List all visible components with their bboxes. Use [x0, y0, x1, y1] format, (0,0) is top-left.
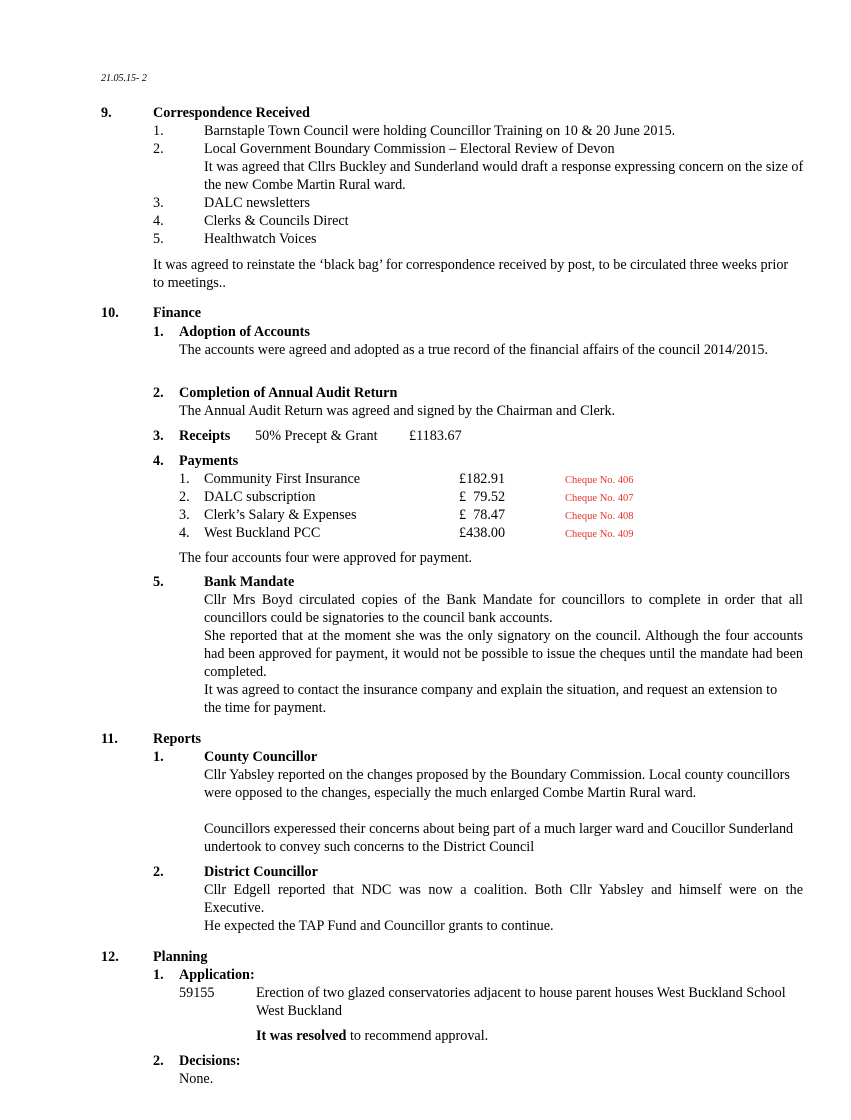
subsection-number: 1.: [153, 324, 164, 340]
subsection-title: County Councillor: [204, 749, 318, 765]
payment-payee: Community First Insurance: [204, 471, 361, 487]
list-number: 2.: [153, 141, 164, 157]
section-number: 11.: [101, 731, 118, 747]
subsection-text: It was agreed to contact the insurance company and explain the situation, and request an extension to the time for payment.: [204, 682, 778, 716]
list-number: 4.: [153, 213, 164, 229]
subsection-title: Bank Mandate: [204, 574, 295, 590]
subsection-number: 3.: [153, 428, 164, 444]
resolution-text: to recommend approval.: [346, 1028, 489, 1044]
subsection-title: Adoption of Accounts: [179, 324, 310, 340]
list-number: 5.: [153, 231, 164, 247]
list-number: 1.: [153, 123, 164, 139]
payment-cheque: Cheque No. 409: [565, 529, 634, 540]
payment-number: 3.: [179, 507, 190, 523]
list-number: 3.: [153, 195, 164, 211]
section-title: Finance: [153, 305, 202, 321]
section-title: Reports: [153, 731, 202, 747]
section-number: 9.: [101, 105, 112, 121]
subsection-number: 2.: [153, 1053, 164, 1069]
payment-payee: DALC subscription: [204, 489, 316, 505]
subsection-title: Completion of Annual Audit Return: [179, 385, 398, 401]
list-item-note: It was agreed that Cllrs Buckley and Sunderland would draft a response expressing concern on the size of the new Combe Martin Rural ward.: [204, 159, 804, 193]
subsection-title: Payments: [179, 453, 239, 469]
payment-number: 4.: [179, 525, 190, 541]
application-description: Erection of two glazed conservatories adjacent to house parent houses West Buckland School West Buckland: [256, 985, 786, 1019]
list-item: Local Government Boundary Commission – Electoral Review of Devon: [204, 141, 615, 157]
subsection-title: Decisions:: [179, 1053, 241, 1069]
payment-cheque: Cheque No. 406: [565, 475, 634, 486]
list-item: Healthwatch Voices: [204, 231, 317, 247]
section-number: 12.: [101, 949, 119, 965]
subsection-text: The Annual Audit Return was agreed and signed by the Chairman and Clerk.: [179, 403, 616, 419]
subsection-number: 1.: [153, 749, 164, 765]
subsection-number: 2.: [153, 864, 164, 880]
list-item: Barnstaple Town Council were holding Councillor Training on 10 & 20 June 2015.: [204, 123, 676, 139]
receipts-amount: £1183.67: [409, 428, 462, 444]
subsection-text: He expected the TAP Fund and Councillor grants to continue.: [204, 918, 554, 934]
payment-amount: £182.91: [459, 471, 506, 487]
subsection-title: District Councillor: [204, 864, 318, 880]
subsection-number: 2.: [153, 385, 164, 401]
subsection-text: None.: [179, 1071, 214, 1087]
section-title: Planning: [153, 949, 208, 965]
subsection-text: She reported that at the moment she was the only signatory on the council. Although the four accounts had been approved for payment, it would not be possible to issue the cheques until the mandate had been completed.: [204, 628, 803, 680]
section-title: Correspondence Received: [153, 105, 310, 121]
payment-amount: £438.00: [459, 525, 506, 541]
subsection-text: Cllr Yabsley reported on the changes proposed by the Boundary Commission. Local county councillors were opposed to the changes, especially the much enlarged Combe Martin Rural ward.: [204, 767, 790, 801]
section-number: 10.: [101, 305, 119, 321]
subsection-number: 4.: [153, 453, 164, 469]
payments-note: The four accounts four were approved for payment.: [179, 550, 473, 566]
document-reference: 21.05.15- 2: [101, 73, 147, 84]
subsection-title: Application:: [179, 967, 255, 983]
list-item: Clerks & Councils Direct: [204, 213, 349, 229]
subsection-text: The accounts were agreed and adopted as a true record of the financial affairs of the council 2014/2015.: [179, 342, 769, 358]
subsection-number: 1.: [153, 967, 164, 983]
payment-cheque: Cheque No. 407: [565, 493, 634, 504]
application-reference: 59155: [179, 985, 215, 1001]
payment-number: 2.: [179, 489, 190, 505]
payment-amount: £ 79.52: [459, 489, 506, 505]
subsection-text: Cllr Mrs Boyd circulated copies of the Bank Mandate for councillors to complete in order that all councillors could be signatories to the council bank accounts.: [204, 592, 803, 626]
payment-number: 1.: [179, 471, 190, 487]
subsection-text: Councillors experessed their concerns about being part of a much larger ward and Coucillor Sunderland undertook to convey such concerns to the District Council: [204, 821, 794, 855]
subsection-number: 5.: [153, 574, 164, 590]
resolution-bold: It was resolved: [256, 1028, 347, 1044]
payment-payee: Clerk’s Salary & Expenses: [204, 507, 357, 523]
payment-payee: West Buckland PCC: [204, 525, 321, 541]
payment-cheque: Cheque No. 408: [565, 511, 634, 522]
section-note: It was agreed to reinstate the ‘black bag’ for correspondence received by post, to be circulated three weeks prior to meetings..: [153, 257, 789, 291]
payment-amount: £ 78.47: [459, 507, 506, 523]
subsection-title: Receipts: [179, 428, 231, 444]
list-item: DALC newsletters: [204, 195, 310, 211]
receipts-description: 50% Precept & Grant: [255, 428, 378, 444]
subsection-text: Cllr Edgell reported that NDC was now a coalition. Both Cllr Yabsley and himself were on the Executive.: [204, 882, 803, 916]
application-resolution: [256, 1027, 488, 1045]
